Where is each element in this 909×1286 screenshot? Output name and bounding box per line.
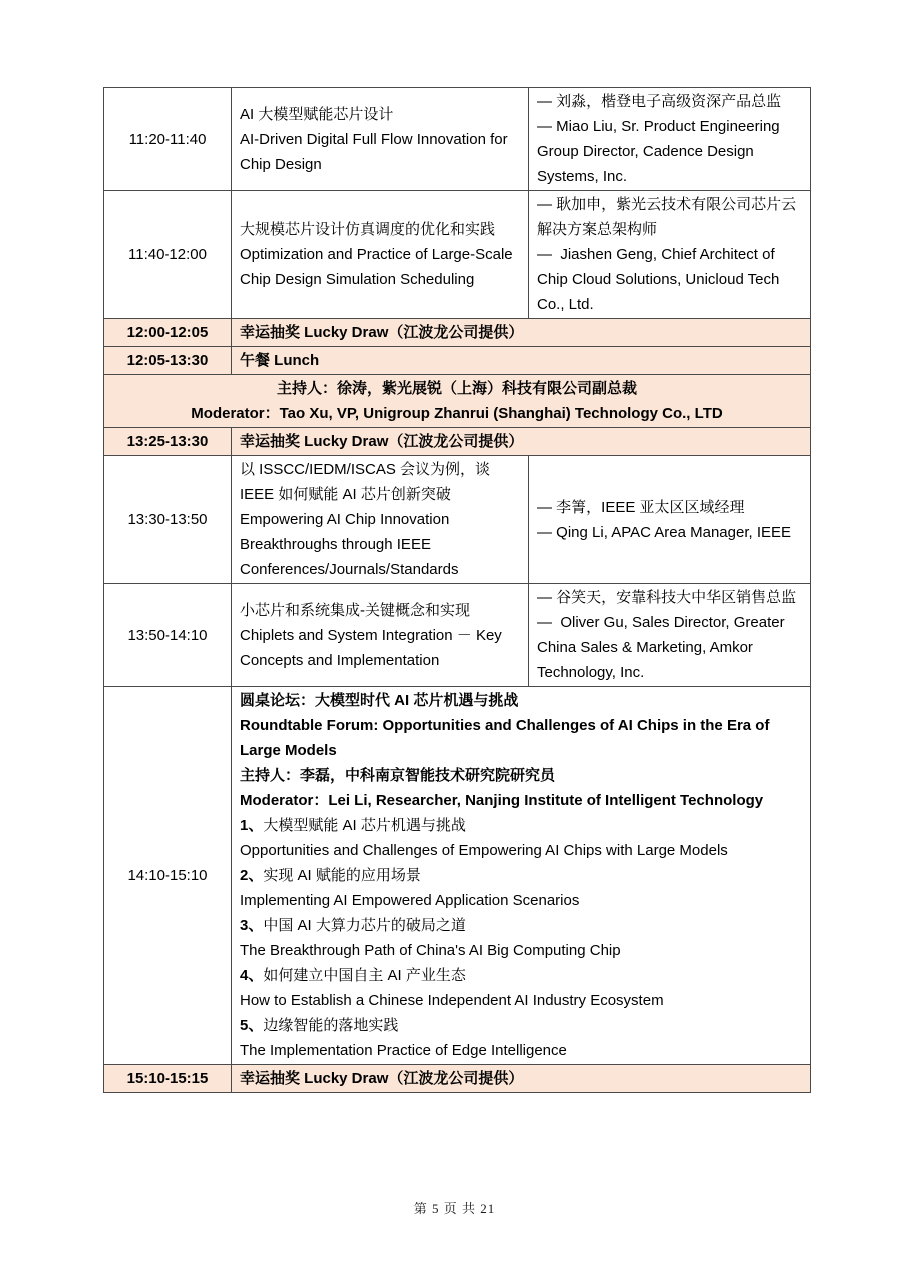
roundtable-line: Opportunities and Challenges of Empowering AI Chips with Large Models — [240, 842, 728, 859]
speaker-line: — Miao Liu, Sr. Product Engineering Group Director, Cadence Design Systems, Inc. — [537, 118, 784, 185]
moderator-cell — [104, 375, 811, 428]
roundtable-item-number: 3、 — [240, 917, 264, 934]
topic-line: Chiplets and System Integration － Key Concepts and Implementation — [240, 626, 502, 669]
agenda-row-session — [104, 456, 811, 584]
speaker-cell — [529, 88, 811, 191]
time-cell: 13:50-14:10 — [104, 584, 232, 687]
speaker-cell — [529, 191, 811, 319]
roundtable-line: The Breakthrough Path of China's AI Big Computing Chip — [240, 942, 621, 959]
speaker-cell — [529, 584, 811, 687]
agenda-row-highlight — [104, 319, 811, 347]
roundtable-item-number: 5、 — [240, 1017, 264, 1034]
agenda-row-moderator — [104, 375, 811, 428]
roundtable-line: How to Establish a Chinese Independent AI Industry Ecosystem — [240, 992, 664, 1009]
time-cell: 14:10-15:10 — [104, 687, 232, 1065]
roundtable-line: Moderator：Lei Li, Researcher, Nanjing Institute of Intelligent Technology — [240, 792, 764, 809]
time-cell: 12:00-12:05 — [104, 319, 232, 347]
time-cell: 11:40-12:00 — [104, 191, 232, 319]
topic-line: 以 ISSCC/IEDM/ISCAS 会议为例，谈 IEEE 如何赋能 AI 芯片创新突破 — [240, 461, 491, 503]
speaker-line: — Oliver Gu, Sales Director, Greater China Sales & Marketing, Amkor Technology, Inc. — [537, 614, 789, 681]
roundtable-line: 圆桌论坛：大模型时代 AI 芯片机遇与挑战 — [240, 692, 519, 709]
agenda-row-session — [104, 191, 811, 319]
topic-cell — [232, 456, 529, 584]
speaker-line: — Qing Li, APAC Area Manager, IEEE — [537, 523, 792, 541]
topic-line: 小芯片和系统集成-关键概念和实现 — [240, 601, 470, 619]
moderator-line: Moderator：Tao Xu, VP, Unigroup Zhanrui (Shanghai) Technology Co., LTD — [191, 405, 723, 422]
page-number: 第 5 页 共 21 — [413, 1201, 496, 1216]
roundtable-cell — [232, 687, 811, 1065]
agenda-table — [103, 87, 811, 1093]
agenda-row-roundtable — [104, 687, 811, 1065]
roundtable-line: 4、如何建立中国自主 AI 产业生态 — [240, 967, 466, 984]
moderator-line: 主持人：徐涛，紫光展锐（上海）科技有限公司副总裁 — [276, 380, 637, 397]
speaker-cell — [529, 456, 811, 584]
topic-line: AI 大模型赋能芯片设计 — [240, 105, 394, 123]
time-cell: 12:05-13:30 — [104, 347, 232, 375]
roundtable-item-number: 4、 — [240, 967, 264, 984]
roundtable-line: Implementing AI Empowered Application Scenarios — [240, 892, 580, 909]
topic-line: 大规模芯片设计仿真调度的优化和实践 — [240, 221, 496, 238]
topic-line: Optimization and Practice of Large-Scale Chip Design Simulation Scheduling — [240, 246, 513, 288]
roundtable-line: 2、实现 AI 赋能的应用场景 — [240, 867, 421, 884]
roundtable-line: 3、中国 AI 大算力芯片的破局之道 — [240, 917, 466, 934]
topic-cell — [232, 88, 529, 191]
highlight-cell: 午餐 Lunch — [232, 347, 811, 375]
highlight-cell: 幸运抽奖 Lucky Draw（江波龙公司提供） — [232, 319, 811, 347]
time-cell: 11:20-11:40 — [104, 88, 232, 191]
speaker-line: — 李箐，IEEE 亚太区区域经理 — [537, 498, 745, 516]
topic-line: Empowering AI Chip Innovation Breakthroughs through IEEE Conferences/Journals/Standards — [240, 511, 459, 578]
topic-cell — [232, 584, 529, 687]
speaker-line: — 谷笑天，安靠科技大中华区销售总监 — [537, 589, 797, 606]
page-footer — [0, 1198, 909, 1217]
agenda-row-highlight — [104, 428, 811, 456]
topic-cell — [232, 191, 529, 319]
agenda-row-session — [104, 88, 811, 191]
speaker-line: — 耿加申，紫光云技术有限公司芯片云解决方案总架构师 — [537, 196, 797, 238]
agenda-row-session — [104, 584, 811, 687]
agenda-row-highlight — [104, 1065, 811, 1093]
roundtable-line: 1、大模型赋能 AI 芯片机遇与挑战 — [240, 817, 466, 834]
topic-line: AI-Driven Digital Full Flow Innovation for Chip Design — [240, 130, 508, 173]
time-cell: 13:25-13:30 — [104, 428, 232, 456]
agenda-table-body — [104, 88, 811, 1093]
speaker-line: — Jiashen Geng, Chief Architect of Chip Cloud Solutions, Unicloud Tech Co., Ltd. — [537, 246, 784, 313]
roundtable-line: The Implementation Practice of Edge Intelligence — [240, 1042, 567, 1059]
highlight-cell: 幸运抽奖 Lucky Draw（江波龙公司提供） — [232, 1065, 811, 1093]
highlight-cell: 幸运抽奖 Lucky Draw（江波龙公司提供） — [232, 428, 811, 456]
agenda-row-highlight — [104, 347, 811, 375]
roundtable-item-number: 2、 — [240, 867, 264, 884]
time-cell: 15:10-15:15 — [104, 1065, 232, 1093]
roundtable-line: Roundtable Forum: Opportunities and Challenges of AI Chips in the Era of Large Models — [240, 717, 774, 759]
roundtable-item-number: 1、 — [240, 817, 264, 834]
roundtable-line: 5、边缘智能的落地实践 — [240, 1017, 399, 1034]
speaker-line: — 刘淼，楷登电子高级资深产品总监 — [537, 93, 782, 110]
roundtable-line: 主持人：李磊，中科南京智能技术研究院研究员 — [240, 767, 556, 784]
time-cell: 13:30-13:50 — [104, 456, 232, 584]
